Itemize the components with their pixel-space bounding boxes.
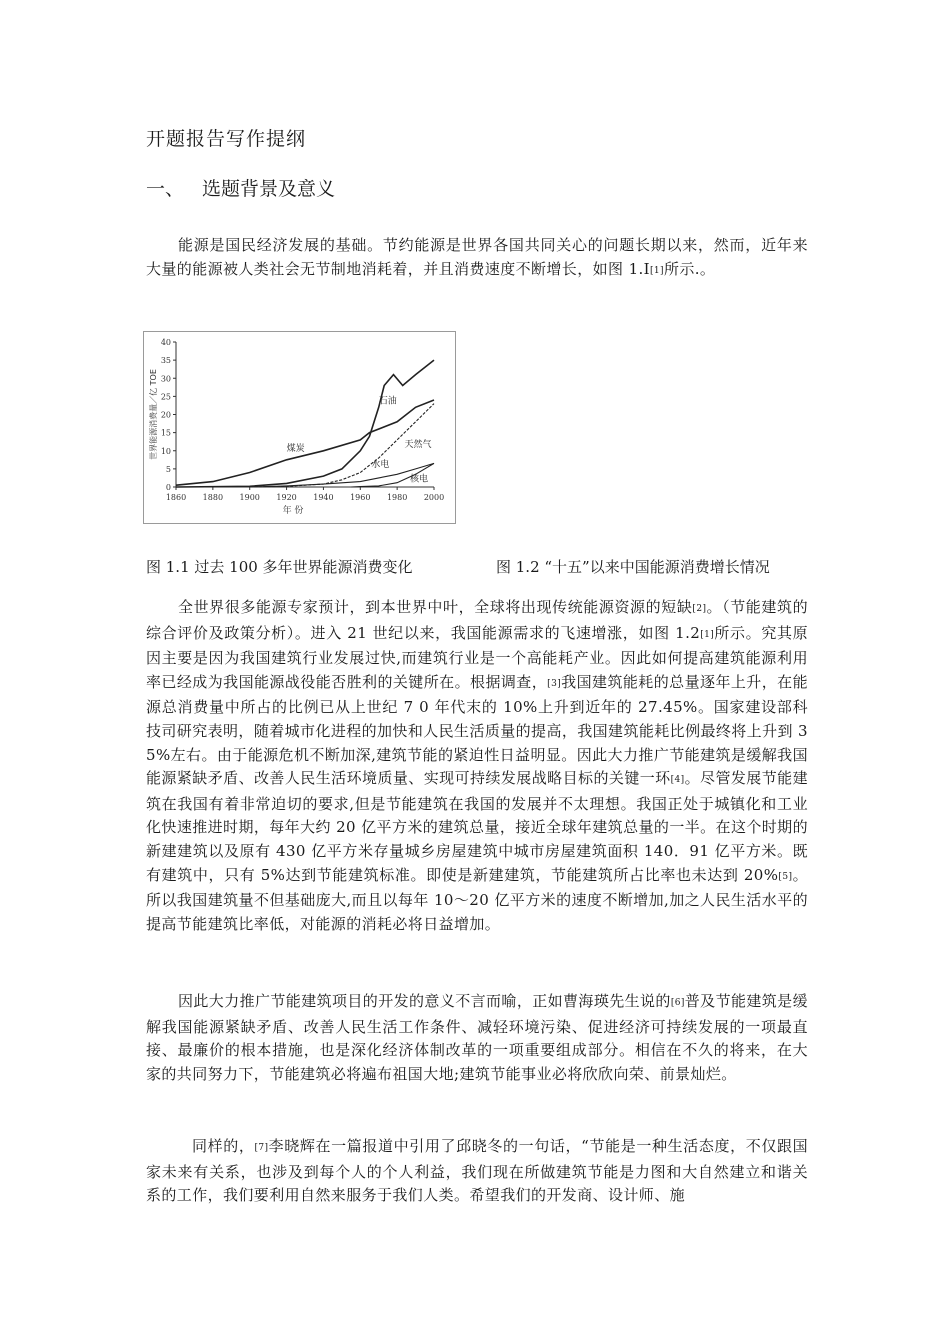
section-heading (146, 174, 335, 201)
paragraph-4 (146, 1135, 808, 1208)
x-tick-label: 2000 (423, 493, 445, 502)
citation-ref: [7] (254, 1143, 269, 1153)
paragraph-text: 能源是国民经济发展的基础。节约能源是世界各国共同关心的问题长期以来，然而，近年来大量的能源被人类社会无节制地消耗着，并且消费速度不断增长，如图 1.I (146, 236, 808, 278)
citation-ref: [1] (650, 265, 664, 276)
paragraph-text: 。所以我国建筑量不但基础庞大,而且以每年 10～20 亿平方米的速度不断增加,加之人民生活水平的提高节能建筑比率低，对能源的消耗必将日益增加。 (146, 865, 808, 933)
y-tick-label: 15 (160, 428, 171, 438)
section-title: 选题背景及意义 (202, 178, 336, 200)
figure-2-caption: 图 1.2 “十五”以来中国能源消费增长情况 (496, 558, 770, 576)
citation-ref: [3] (547, 678, 562, 689)
y-tick-label: 40 (160, 338, 171, 347)
document-title: 开题报告写作提纲 (146, 128, 307, 150)
series-label: 核电 (410, 474, 429, 485)
paragraph-text: 因此大力推广节能建筑项目的开发的意义不言而喻，正如曹海瑛先生说的 (178, 992, 671, 1010)
paragraph-1 (146, 234, 808, 283)
citation-ref: [5] (778, 871, 793, 882)
citation-ref: [4] (670, 775, 685, 786)
y-tick-label: 35 (160, 356, 171, 366)
paragraph-text: 。（节能建筑的综合评价及政策分析）。进入 21 世纪以来，我国能源需求的飞速增涨，如图 1.2 (146, 598, 808, 642)
chart-axes (148, 338, 444, 516)
series-label: 煤炭 (286, 443, 305, 454)
x-tick-label: 1860 (165, 493, 187, 502)
citation-ref: [2] (692, 604, 707, 614)
paragraph-text: 普及节能建筑是缓解我国能源紧缺矛盾、改善人民生活工作条件、减轻环境污染、促进经济可持续发展的一项最直接、最廉价的根本措施，也是深化经济体制改革的一项重要组成部分。相信在不久的将来，在大家的共同努力下，节能建筑必将遍布祖国大地;建筑节能事业必将欣欣向荣、前景灿烂。 (146, 992, 808, 1083)
figure-1-caption: 图 1.1 过去 100 多年世界能源消费变化 (146, 558, 413, 576)
series-label: 石油 (378, 396, 397, 407)
x-tick-label: 1900 (239, 493, 260, 502)
paragraph-3 (146, 990, 808, 1086)
paragraph-text: 同样的， (192, 1137, 255, 1155)
paragraph-text: 。尽管发展节能建筑在我国有着非常迫切的要求,但是节能建筑在我国的发展并不太理想。我国正处于城镇化和工业化快速推进时期，每年大约 20 亿平方米的建筑总量，接近全球年建筑总量的一半。在这个时期的新建建筑以及原有 430 亿平方米存量城乡房屋建筑中城市房屋建筑面积 140．91 亿平方米。既有建筑中，只有 5%达到节能建筑标准。即使是新建建筑，节能建筑所占比率也未达到 20% (146, 769, 808, 884)
y-tick-label: 20 (160, 410, 171, 420)
paragraph-text: 所示。究其原因主要是因为我国建筑行业发展过快,而建筑行业是一个高能耗产业。因此如何提高建筑能源利用率已经成为我国能源战役能否胜利的关键所在。根据调查， (146, 623, 809, 691)
x-tick-label: 1940 (313, 493, 334, 502)
series-label: 水电 (371, 460, 390, 471)
paragraph-text: 全世界很多能源专家预计，到本世界中叶，全球将出现传统能源资源的短缺 (178, 598, 693, 616)
series-label: 天然气 (404, 440, 432, 451)
y-tick-label: 25 (160, 392, 171, 402)
y-tick-label: 5 (165, 464, 171, 474)
y-tick-label: 0 (165, 483, 171, 492)
citation-ref: [1] (700, 629, 715, 640)
series-line-2 (176, 360, 434, 487)
x-tick-label: 1880 (202, 493, 224, 502)
paragraph-text: 所示.。 (663, 259, 716, 278)
citation-ref: [6] (670, 998, 685, 1008)
x-axis-label: 年 份 (282, 506, 304, 516)
paragraph-text: 我国建筑能耗的总量逐年上升，在能源总消费量中所占的比例已从上世纪 7 0 年代末的 10%上升到近年的 27.45%。国家建设部科技司研究表明，随着城市化进程的加快和人民生活质量的提高，我国建筑能耗比例最终将上升到 3 5%左右。由于能源危机不断加深,建筑节能的紧迫性日益明显。因此大力推广节能建筑是缓解我国能源紧缺矛盾、改善人民生活环境质量、实现可持续发展战略目标的关键一环 (146, 672, 808, 788)
x-tick-label: 1960 (350, 493, 371, 502)
chart-svg (144, 332, 455, 523)
x-tick-label: 1920 (276, 493, 297, 502)
y-tick-label: 10 (160, 446, 171, 456)
y-axis-label: 世界能源消费量／亿 TOE (149, 369, 158, 460)
series-line-1 (176, 400, 434, 485)
x-tick-label: 1980 (386, 493, 408, 502)
paragraph-text: 李晓辉在一篇报道中引用了邱晓冬的一句话，“节能是一种生活态度，不仅跟国家未来有关系，也涉及到每个人的个人利益，我们现在所做建筑节能是力图和大自然建立和谐关系的工作，我们要利用自然来服务于我们人类。希望我们的开发商、设计师、施 (146, 1137, 808, 1205)
energy-consumption-chart (143, 331, 456, 524)
paragraph-2 (146, 596, 808, 936)
y-tick-label: 30 (160, 374, 171, 384)
section-number: 一、 (146, 178, 185, 200)
chart-series (176, 360, 434, 487)
